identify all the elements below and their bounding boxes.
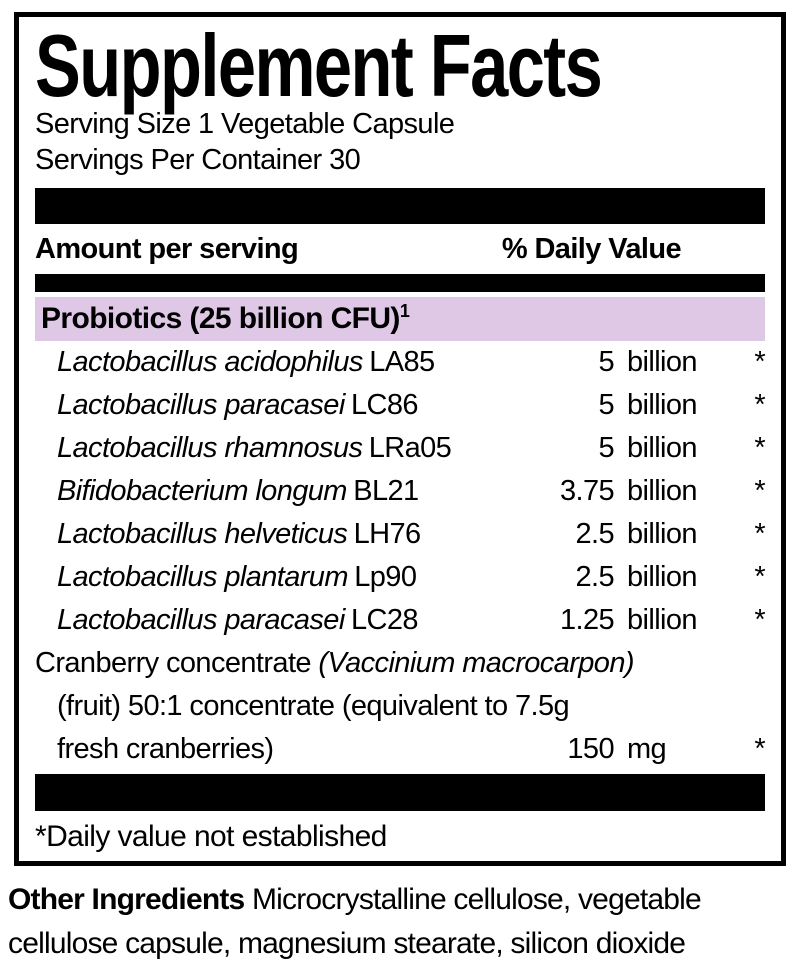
species-name: Bifidobacterium longum (57, 475, 347, 507)
strain-code: LA85 (369, 346, 435, 378)
divider-bar-top (35, 188, 765, 224)
daily-value-header: % Daily Value (501, 233, 681, 265)
daily-value-asterisk: * (754, 389, 765, 421)
panel-title-text: Supplement Facts (35, 16, 602, 115)
amount-unit: mg (627, 733, 667, 765)
species-name: Lactobacillus helveticus (57, 518, 348, 550)
species-name: Lactobacillus paracasei (57, 604, 345, 636)
other-ingredients-line2: cellulose capsule, magnesium stearate, silicon dioxide (8, 927, 686, 960)
daily-value-asterisk: * (754, 475, 765, 507)
amount-value: 2.5 (575, 518, 614, 550)
panel-title (35, 16, 765, 115)
other-ingredients-line1: Microcrystalline cellulose, vegetable (251, 883, 701, 916)
table-row (35, 470, 765, 513)
ingredient-name (35, 599, 519, 642)
daily-value-asterisk: * (754, 518, 765, 550)
amount-value: 5 (598, 389, 614, 421)
strain-code: BL21 (353, 475, 419, 507)
ingredient-name (35, 341, 519, 384)
daily-value-asterisk: * (754, 604, 765, 636)
probiotics-group-label: Probiotics (25 billion CFU) (41, 302, 400, 335)
column-header-row (35, 228, 765, 270)
divider-bar-bottom (35, 774, 765, 811)
other-ingredients-section (8, 878, 796, 966)
table-row (35, 513, 765, 556)
ingredient-name (35, 513, 519, 556)
daily-value-asterisk: * (754, 432, 765, 464)
daily-value-asterisk: * (754, 561, 765, 593)
amount-value: 5 (598, 346, 614, 378)
cranberry-name-line (35, 642, 765, 685)
species-name: Lactobacillus acidophilus (57, 346, 363, 378)
cranberry-name-roman: Cranberry concentrate (35, 647, 311, 679)
amount-unit: billion (627, 518, 697, 550)
ingredient-name (35, 470, 519, 513)
daily-value-asterisk: * (754, 733, 765, 765)
amount-unit: billion (627, 475, 697, 507)
amount-unit: billion (627, 561, 697, 593)
amount-unit: billion (627, 389, 697, 421)
other-ingredients-label: Other Ingredients (8, 883, 245, 916)
amount-value: 1.25 (559, 604, 614, 636)
species-name: Lactobacillus plantarum (57, 561, 348, 593)
table-row (35, 427, 765, 470)
supplement-facts-panel (14, 12, 786, 866)
daily-value-footnote: *Daily value not established (35, 820, 387, 853)
table-row (35, 599, 765, 642)
strain-code: Lp90 (354, 561, 417, 593)
table-row (35, 341, 765, 384)
species-name: Lactobacillus paracasei (57, 389, 345, 421)
serving-size-line: Serving Size 1 Vegetable Capsule (35, 108, 455, 140)
amount-unit: billion (627, 604, 697, 636)
amount-value: 5 (598, 432, 614, 464)
amount-value: 150 (567, 733, 614, 765)
amount-unit: billion (627, 346, 697, 378)
amount-value: 2.5 (575, 561, 614, 593)
strain-code: LRa05 (368, 432, 452, 464)
table-row (35, 384, 765, 427)
cranberry-latin-name: (Vaccinium macrocarpon) (318, 647, 634, 679)
ingredient-name (35, 427, 519, 470)
table-row (35, 728, 765, 771)
strain-code: LC86 (351, 389, 418, 421)
daily-value-asterisk: * (754, 346, 765, 378)
cranberry-detail-line: (fruit) 50:1 concentrate (equivalent to 7.5g (57, 690, 570, 722)
servings-per-container-line: Servings Per Container 30 (35, 144, 361, 176)
divider-bar-header (35, 274, 765, 292)
cranberry-continued-line: fresh cranberries) (57, 733, 274, 765)
ingredient-name (35, 384, 519, 427)
amount-per-serving-header: Amount per serving (35, 233, 299, 265)
ingredient-name (35, 556, 519, 599)
strain-code: LH76 (353, 518, 421, 550)
table-row (35, 556, 765, 599)
amount-unit: billion (627, 432, 697, 464)
species-name: Lactobacillus rhamnosus (57, 432, 363, 464)
probiotics-footnote-marker: 1 (399, 301, 410, 321)
amount-value: 3.75 (559, 475, 614, 507)
strain-code: LC28 (351, 604, 418, 636)
probiotics-group-row (35, 297, 765, 341)
